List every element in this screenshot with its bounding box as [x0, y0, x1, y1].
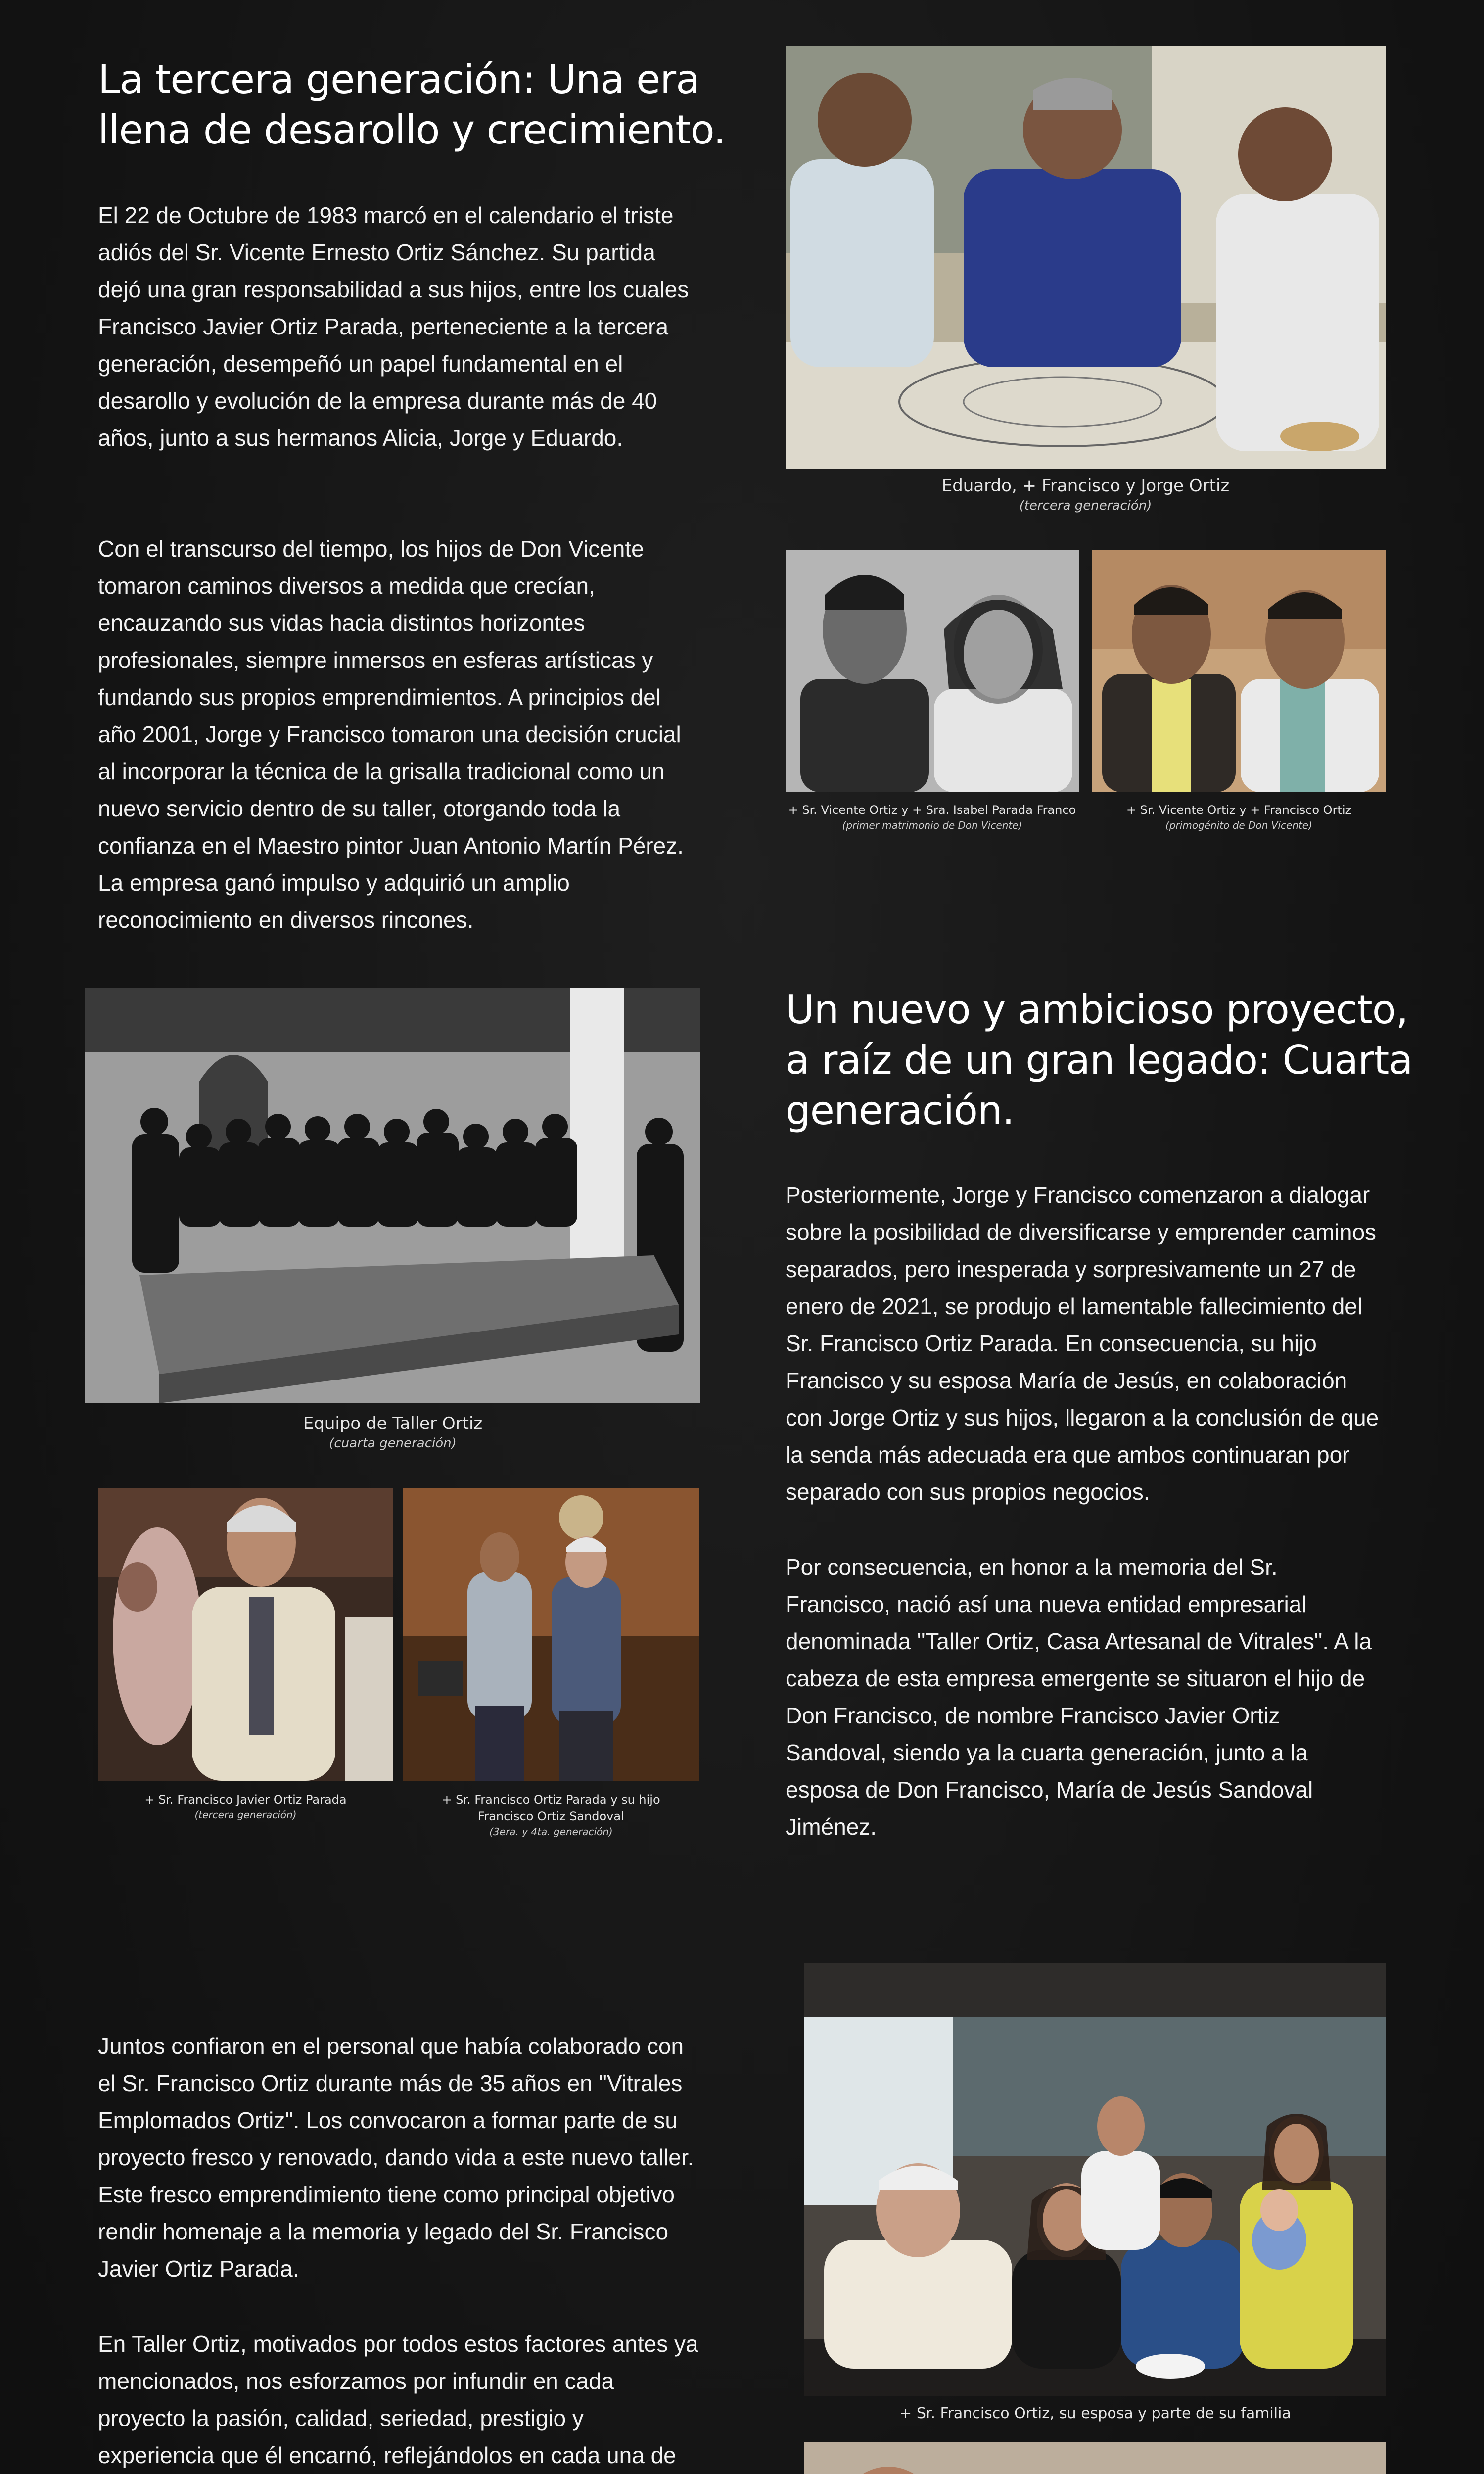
paragraph: Por consecuencia, en honor a la memoria del Sr. Francisco, nació así una nueva entidad empresarial denominada "Taller Ortiz, Casa Artesanal de Vitrales". A la cabeza de esta empresa emergente se situaron el hijo de Don Francisco, de nombre Francisco Javier Ortiz Sandoval, siendo ya la cuarta generación, junto a la esposa de Don Francisco, María de Jesús Sandoval Jiménez. — [786, 1554, 1372, 1840]
photo-caption: + Sr. Vicente Ortiz y + Francisco Ortiz (primogénito de Don Vicente) — [1126, 803, 1352, 831]
photo-vicente-and-francisco — [1092, 550, 1386, 792]
photo-caption: + Sr. Vicente Ortiz y + Sra. Isabel Parada Franco (primer matrimonio de Don Vicente) — [788, 803, 1076, 831]
photo-francisco-javier-ortiz-parada — [98, 1488, 393, 1781]
photo-francisco-father-and-son — [403, 1488, 699, 1781]
photo-third-generation-brothers — [786, 46, 1386, 469]
photo-francisco-family — [804, 1963, 1386, 2396]
photo-caption: Equipo de Taller Ortiz (cuarta generación) — [303, 1414, 483, 1451]
photo-padre-felix-francisco-juan-antonio — [804, 2442, 1386, 2474]
photo-caption: Eduardo, + Francisco y Jorge Ortiz (tercera generación) — [941, 476, 1230, 513]
photo-caption: + Sr. Francisco Ortiz, su esposa y parte de su familia — [899, 2405, 1291, 2422]
photo-caption: + Sr. Francisco Ortiz Parada y su hijo Francisco Ortiz Sandoval (3era. y 4ta. generación) — [442, 1793, 660, 1838]
paragraph: Juntos confiaron en el personal que había colaborado con el Sr. Francisco Ortiz durante más de 35 años en "Vitrales Emplomados Ortiz". Los convocaron a formar parte de su proyecto fresco y renovado, dando vida a este nuevo taller. Este fresco emprendimiento tiene como principal objetivo rendir homenaje a la memoria y legado del Sr. Francisco Javier Ortiz Parada. — [98, 2033, 694, 2282]
section-title: Un nuevo y ambicioso proyecto, a raíz de un gran legado: Cuarta generación. — [786, 987, 1413, 1134]
photo-taller-ortiz-team — [85, 988, 700, 1403]
paragraph: Posteriormente, Jorge y Francisco comenzaron a dialogar sobre la posibilidad de diversificarse y emprender caminos separados, pero inesperada y sorpresivamente un 27 de enero de 2021, se produjo el lamentable fallecimiento del Sr. Francisco Ortiz Parada. En consecuencia, su hijo Francisco y su esposa María de Jesús, en colaboración con Jorge Ortiz y sus hijos, llegaron a la conclusión de que la senda más adecuada era que ambos continuaran por separado con sus propios negocios. — [786, 1182, 1379, 1505]
photo-caption: + Sr. Francisco Javier Ortiz Parada (tercera generación) — [144, 1793, 347, 1821]
paragraph: Con el transcurso del tiempo, los hijos de Don Vicente tomaron caminos diversos a medida que crecían, encauzando sus vidas hacia distintos horizontes profesionales, siempre inmersos en esferas artísticas y fundando sus propios emprendimientos. A principios del año 2001, Jorge y Francisco tomaron una decisión crucial al incorporar la técnica de la grisalla tradicional como un nuevo servicio dentro de su taller, otorgando toda la confianza en el Maestro pintor Juan Antonio Martín Pérez. La empresa ganó impulso y adquirió un amplio reconocimiento en diversos rincones. — [98, 536, 684, 933]
section-title: La tercera generación: Una era llena de desarollo y crecimiento. — [98, 56, 726, 153]
paragraph: El 22 de Octubre de 1983 marcó en el calendario el triste adiós del Sr. Vicente Ernesto Ortiz Sánchez. Su partida dejó una gran responsabilidad a sus hijos, entre los cuales Francisco Javier Ortiz Parada, perteneciente a la tercera generación, desempeñó un papel fundamental en el desarollo y evolución de la empresa durante más de 40 años, junto a sus hermanos Alicia, Jorge y Eduardo. — [98, 202, 689, 451]
photo-vicente-and-isabel — [786, 550, 1079, 792]
paragraph: En Taller Ortiz, motivados por todos estos factores antes ya mencionados, nos esforzamos por infundir en cada proyecto la pasión, calidad, seriedad, prestigio y experiencia que él encarnó, reflejándolos en cada una de — [98, 2331, 698, 2468]
